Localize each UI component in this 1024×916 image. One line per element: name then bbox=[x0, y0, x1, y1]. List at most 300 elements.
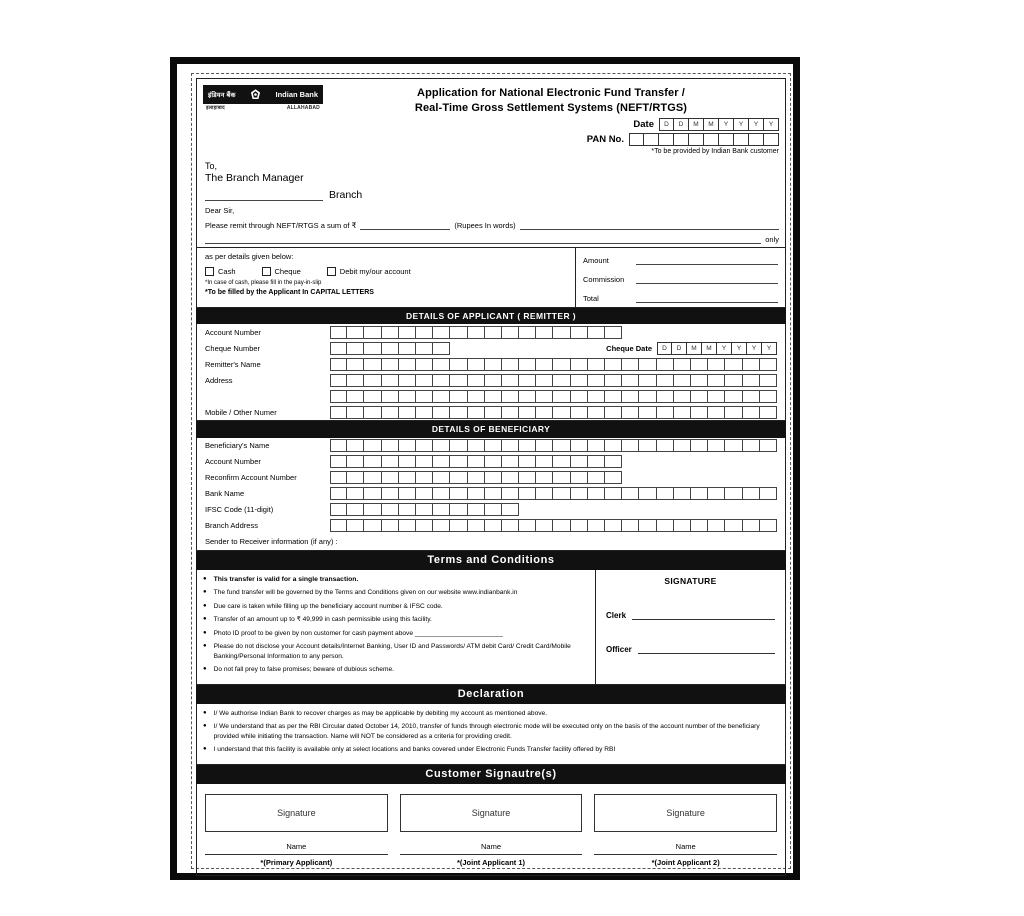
cell[interactable] bbox=[639, 439, 656, 452]
input-cells[interactable] bbox=[330, 342, 450, 355]
signature-box[interactable]: Signature bbox=[400, 794, 583, 832]
cell[interactable] bbox=[725, 487, 742, 500]
cell[interactable] bbox=[382, 374, 399, 387]
cell[interactable] bbox=[382, 455, 399, 468]
input-cells[interactable] bbox=[330, 503, 519, 516]
cell[interactable] bbox=[468, 455, 485, 468]
input-cells[interactable] bbox=[330, 358, 777, 371]
cell[interactable] bbox=[657, 390, 674, 403]
cell[interactable] bbox=[416, 471, 433, 484]
cell[interactable] bbox=[364, 503, 381, 516]
payment-option-2[interactable] bbox=[262, 267, 301, 276]
cell[interactable] bbox=[691, 519, 708, 532]
cell[interactable] bbox=[502, 487, 519, 500]
cell[interactable] bbox=[433, 455, 450, 468]
input-cells[interactable] bbox=[330, 374, 777, 387]
input-cells[interactable] bbox=[330, 406, 777, 419]
cell[interactable] bbox=[330, 455, 347, 468]
cell[interactable] bbox=[399, 326, 416, 339]
cell[interactable] bbox=[485, 519, 502, 532]
cell[interactable] bbox=[347, 326, 364, 339]
cell[interactable] bbox=[416, 326, 433, 339]
payment-option-3[interactable] bbox=[327, 267, 411, 276]
cell[interactable] bbox=[605, 326, 622, 339]
cell[interactable] bbox=[364, 342, 381, 355]
cell[interactable] bbox=[382, 487, 399, 500]
cell[interactable] bbox=[588, 519, 605, 532]
payment-option-1[interactable] bbox=[205, 267, 236, 276]
cell[interactable] bbox=[725, 390, 742, 403]
cell[interactable]: M bbox=[687, 342, 702, 355]
cell[interactable] bbox=[382, 390, 399, 403]
commission-input[interactable] bbox=[636, 272, 778, 284]
cell[interactable] bbox=[450, 519, 467, 532]
cell[interactable]: Y bbox=[764, 118, 779, 131]
cell[interactable] bbox=[743, 519, 760, 532]
cell[interactable] bbox=[502, 358, 519, 371]
cell[interactable] bbox=[330, 503, 347, 516]
cell[interactable] bbox=[571, 487, 588, 500]
cell[interactable] bbox=[553, 358, 570, 371]
cell[interactable] bbox=[382, 342, 399, 355]
officer-signature-line[interactable] bbox=[638, 644, 775, 654]
input-cells[interactable] bbox=[330, 326, 622, 339]
cell[interactable]: M bbox=[702, 342, 717, 355]
cell[interactable] bbox=[450, 390, 467, 403]
cell[interactable] bbox=[382, 406, 399, 419]
cell[interactable] bbox=[468, 439, 485, 452]
cell[interactable] bbox=[347, 439, 364, 452]
cell[interactable] bbox=[605, 455, 622, 468]
cell[interactable] bbox=[330, 519, 347, 532]
cell[interactable] bbox=[330, 471, 347, 484]
cell[interactable] bbox=[382, 471, 399, 484]
cell[interactable] bbox=[485, 358, 502, 371]
cell[interactable] bbox=[433, 471, 450, 484]
cell[interactable] bbox=[725, 374, 742, 387]
cell[interactable] bbox=[760, 439, 777, 452]
cell[interactable] bbox=[571, 326, 588, 339]
cell[interactable] bbox=[657, 406, 674, 419]
cell[interactable] bbox=[764, 133, 779, 146]
date-input-cells[interactable] bbox=[659, 118, 779, 131]
cell[interactable] bbox=[674, 374, 691, 387]
cell[interactable]: D bbox=[672, 342, 687, 355]
cell[interactable] bbox=[416, 390, 433, 403]
cell[interactable] bbox=[536, 358, 553, 371]
cell[interactable] bbox=[450, 455, 467, 468]
cell[interactable] bbox=[536, 439, 553, 452]
cell[interactable] bbox=[364, 326, 381, 339]
cell[interactable] bbox=[468, 358, 485, 371]
cell[interactable] bbox=[605, 439, 622, 452]
cell[interactable] bbox=[347, 358, 364, 371]
cell[interactable] bbox=[622, 358, 639, 371]
cell[interactable] bbox=[588, 374, 605, 387]
cell[interactable] bbox=[571, 471, 588, 484]
cell[interactable] bbox=[674, 358, 691, 371]
cell[interactable] bbox=[691, 358, 708, 371]
cell[interactable] bbox=[708, 487, 725, 500]
cell[interactable] bbox=[760, 406, 777, 419]
cell[interactable] bbox=[553, 455, 570, 468]
cell[interactable] bbox=[433, 326, 450, 339]
cell[interactable] bbox=[708, 439, 725, 452]
cell[interactable] bbox=[622, 406, 639, 419]
cell[interactable] bbox=[571, 455, 588, 468]
cell[interactable] bbox=[708, 390, 725, 403]
cell[interactable] bbox=[364, 439, 381, 452]
cell[interactable] bbox=[588, 455, 605, 468]
cell[interactable] bbox=[433, 390, 450, 403]
cell[interactable] bbox=[536, 487, 553, 500]
cell[interactable] bbox=[629, 133, 644, 146]
cell[interactable] bbox=[485, 326, 502, 339]
cheque-date-cells[interactable] bbox=[657, 342, 777, 355]
cell[interactable] bbox=[364, 455, 381, 468]
cell[interactable]: Y bbox=[762, 342, 777, 355]
input-cells[interactable] bbox=[330, 390, 777, 403]
cell[interactable] bbox=[588, 390, 605, 403]
cell[interactable] bbox=[571, 406, 588, 419]
cell[interactable] bbox=[468, 487, 485, 500]
cell[interactable] bbox=[364, 487, 381, 500]
name-input-line[interactable] bbox=[594, 854, 777, 855]
cell[interactable] bbox=[605, 487, 622, 500]
cell[interactable] bbox=[485, 471, 502, 484]
cell[interactable] bbox=[347, 342, 364, 355]
cell[interactable] bbox=[553, 519, 570, 532]
cell[interactable] bbox=[674, 390, 691, 403]
cell[interactable] bbox=[657, 519, 674, 532]
cell[interactable] bbox=[639, 358, 656, 371]
cell[interactable] bbox=[725, 406, 742, 419]
cell[interactable] bbox=[536, 374, 553, 387]
cell[interactable] bbox=[399, 487, 416, 500]
cell[interactable] bbox=[553, 487, 570, 500]
cell[interactable] bbox=[364, 374, 381, 387]
cell[interactable]: Y bbox=[747, 342, 762, 355]
cell[interactable] bbox=[382, 439, 399, 452]
cell[interactable] bbox=[399, 455, 416, 468]
cell[interactable] bbox=[416, 342, 433, 355]
cell[interactable] bbox=[760, 519, 777, 532]
cell[interactable] bbox=[347, 455, 364, 468]
signature-box[interactable]: Signature bbox=[205, 794, 388, 832]
cell[interactable] bbox=[743, 487, 760, 500]
cell[interactable] bbox=[536, 519, 553, 532]
cell[interactable] bbox=[725, 358, 742, 371]
cell[interactable] bbox=[691, 487, 708, 500]
cell[interactable] bbox=[704, 133, 719, 146]
cell[interactable] bbox=[725, 439, 742, 452]
cell[interactable] bbox=[553, 439, 570, 452]
cell[interactable] bbox=[433, 406, 450, 419]
cell[interactable] bbox=[399, 342, 416, 355]
cell[interactable] bbox=[433, 519, 450, 532]
cell[interactable] bbox=[330, 487, 347, 500]
cell[interactable] bbox=[330, 326, 347, 339]
cell[interactable]: M bbox=[689, 118, 704, 131]
cell[interactable] bbox=[347, 471, 364, 484]
cell[interactable] bbox=[485, 439, 502, 452]
cell[interactable] bbox=[622, 439, 639, 452]
cell[interactable] bbox=[674, 519, 691, 532]
cell[interactable] bbox=[743, 439, 760, 452]
cell[interactable] bbox=[760, 487, 777, 500]
cell[interactable]: Y bbox=[734, 118, 749, 131]
cell[interactable] bbox=[749, 133, 764, 146]
total-input[interactable] bbox=[636, 291, 778, 303]
cell[interactable] bbox=[588, 326, 605, 339]
cell[interactable] bbox=[450, 358, 467, 371]
cell[interactable] bbox=[708, 519, 725, 532]
cell[interactable] bbox=[450, 503, 467, 516]
cell[interactable] bbox=[588, 487, 605, 500]
cell[interactable] bbox=[347, 390, 364, 403]
cell[interactable] bbox=[571, 390, 588, 403]
cell[interactable] bbox=[639, 406, 656, 419]
cell[interactable] bbox=[605, 406, 622, 419]
cell[interactable] bbox=[416, 519, 433, 532]
cell[interactable] bbox=[553, 406, 570, 419]
cell[interactable] bbox=[485, 487, 502, 500]
cell[interactable] bbox=[657, 358, 674, 371]
cell[interactable] bbox=[416, 487, 433, 500]
cell[interactable] bbox=[644, 133, 659, 146]
cell[interactable] bbox=[760, 390, 777, 403]
cell[interactable] bbox=[743, 390, 760, 403]
cell[interactable] bbox=[502, 519, 519, 532]
cell[interactable]: D bbox=[659, 118, 674, 131]
cell[interactable] bbox=[347, 487, 364, 500]
cell[interactable] bbox=[553, 326, 570, 339]
cell[interactable] bbox=[536, 390, 553, 403]
remit-amount-input[interactable] bbox=[360, 218, 450, 230]
cell[interactable] bbox=[433, 503, 450, 516]
cell[interactable] bbox=[743, 358, 760, 371]
cell[interactable] bbox=[416, 455, 433, 468]
cell[interactable] bbox=[433, 358, 450, 371]
cell[interactable] bbox=[485, 390, 502, 403]
cell[interactable] bbox=[553, 471, 570, 484]
cell[interactable] bbox=[416, 406, 433, 419]
cell[interactable] bbox=[553, 390, 570, 403]
cell[interactable] bbox=[657, 487, 674, 500]
cell[interactable] bbox=[519, 326, 536, 339]
cell[interactable] bbox=[725, 519, 742, 532]
cell[interactable] bbox=[485, 503, 502, 516]
cell[interactable] bbox=[708, 406, 725, 419]
cell[interactable] bbox=[639, 487, 656, 500]
input-cells[interactable] bbox=[330, 439, 777, 452]
cell[interactable] bbox=[502, 326, 519, 339]
cell[interactable] bbox=[468, 503, 485, 516]
cell[interactable] bbox=[399, 374, 416, 387]
cell[interactable] bbox=[382, 358, 399, 371]
cell[interactable] bbox=[743, 406, 760, 419]
cell[interactable] bbox=[399, 390, 416, 403]
cell[interactable] bbox=[588, 358, 605, 371]
cell[interactable] bbox=[399, 519, 416, 532]
cell[interactable] bbox=[519, 358, 536, 371]
cell[interactable] bbox=[450, 471, 467, 484]
cell[interactable] bbox=[433, 439, 450, 452]
cell[interactable] bbox=[719, 133, 734, 146]
cell[interactable] bbox=[674, 487, 691, 500]
cell[interactable] bbox=[691, 390, 708, 403]
cell[interactable] bbox=[502, 455, 519, 468]
cell[interactable] bbox=[571, 358, 588, 371]
cell[interactable] bbox=[502, 374, 519, 387]
cell[interactable] bbox=[347, 374, 364, 387]
signature-box[interactable]: Signature bbox=[594, 794, 777, 832]
cell[interactable] bbox=[743, 374, 760, 387]
cell[interactable] bbox=[468, 326, 485, 339]
cell[interactable] bbox=[450, 406, 467, 419]
cell[interactable] bbox=[347, 406, 364, 419]
cell[interactable] bbox=[468, 390, 485, 403]
cell[interactable]: D bbox=[657, 342, 672, 355]
cell[interactable] bbox=[674, 406, 691, 419]
cell[interactable] bbox=[364, 471, 381, 484]
cell[interactable] bbox=[399, 358, 416, 371]
cell[interactable] bbox=[605, 471, 622, 484]
cell[interactable] bbox=[433, 342, 450, 355]
pan-input-cells[interactable] bbox=[629, 133, 779, 146]
cell[interactable] bbox=[330, 342, 347, 355]
cell[interactable] bbox=[519, 487, 536, 500]
cell[interactable] bbox=[622, 519, 639, 532]
cell[interactable]: Y bbox=[749, 118, 764, 131]
cell[interactable] bbox=[450, 326, 467, 339]
checkbox-icon[interactable] bbox=[205, 267, 214, 276]
cell[interactable] bbox=[468, 471, 485, 484]
cell[interactable] bbox=[364, 519, 381, 532]
cell[interactable] bbox=[605, 519, 622, 532]
branch-name-input[interactable] bbox=[205, 189, 323, 201]
cell[interactable]: Y bbox=[732, 342, 747, 355]
cell[interactable] bbox=[416, 503, 433, 516]
cell[interactable] bbox=[468, 519, 485, 532]
cell[interactable]: M bbox=[704, 118, 719, 131]
cell[interactable] bbox=[536, 406, 553, 419]
cell[interactable] bbox=[330, 406, 347, 419]
cell[interactable] bbox=[485, 374, 502, 387]
cell[interactable] bbox=[588, 406, 605, 419]
input-cells[interactable] bbox=[330, 471, 622, 484]
cell[interactable] bbox=[553, 374, 570, 387]
cell[interactable] bbox=[347, 519, 364, 532]
cell[interactable] bbox=[536, 471, 553, 484]
input-cells[interactable] bbox=[330, 455, 622, 468]
cell[interactable] bbox=[450, 374, 467, 387]
name-input-line[interactable] bbox=[205, 854, 388, 855]
cell[interactable] bbox=[691, 439, 708, 452]
cell[interactable] bbox=[708, 374, 725, 387]
cell[interactable] bbox=[639, 519, 656, 532]
cell[interactable] bbox=[519, 471, 536, 484]
cell[interactable] bbox=[468, 406, 485, 419]
cell[interactable] bbox=[433, 374, 450, 387]
cell[interactable] bbox=[657, 439, 674, 452]
cell[interactable] bbox=[485, 455, 502, 468]
cell[interactable] bbox=[330, 374, 347, 387]
cell[interactable] bbox=[485, 406, 502, 419]
cell[interactable] bbox=[502, 406, 519, 419]
cell[interactable] bbox=[450, 487, 467, 500]
cell[interactable] bbox=[760, 374, 777, 387]
cell[interactable] bbox=[536, 326, 553, 339]
cell[interactable] bbox=[519, 439, 536, 452]
cell[interactable] bbox=[399, 439, 416, 452]
cell[interactable] bbox=[416, 374, 433, 387]
cell[interactable] bbox=[605, 390, 622, 403]
cell[interactable] bbox=[519, 390, 536, 403]
cell[interactable] bbox=[399, 503, 416, 516]
cell[interactable] bbox=[571, 519, 588, 532]
cell[interactable] bbox=[416, 358, 433, 371]
input-cells[interactable] bbox=[330, 519, 777, 532]
cell[interactable] bbox=[689, 133, 704, 146]
cell[interactable] bbox=[760, 358, 777, 371]
cell[interactable] bbox=[734, 133, 749, 146]
cell[interactable] bbox=[519, 519, 536, 532]
cell[interactable] bbox=[519, 374, 536, 387]
cell[interactable] bbox=[502, 471, 519, 484]
cell[interactable] bbox=[622, 487, 639, 500]
cell[interactable] bbox=[691, 374, 708, 387]
cell[interactable] bbox=[502, 439, 519, 452]
name-input-line[interactable] bbox=[400, 854, 583, 855]
cell[interactable] bbox=[691, 406, 708, 419]
cell[interactable] bbox=[657, 374, 674, 387]
cell[interactable] bbox=[674, 133, 689, 146]
cell[interactable] bbox=[450, 439, 467, 452]
cell[interactable] bbox=[622, 390, 639, 403]
clerk-signature-line[interactable] bbox=[632, 610, 775, 620]
cell[interactable] bbox=[382, 503, 399, 516]
cell[interactable] bbox=[708, 358, 725, 371]
rupees-in-words-input[interactable] bbox=[520, 218, 779, 230]
cell[interactable] bbox=[605, 374, 622, 387]
cell[interactable] bbox=[571, 374, 588, 387]
cell[interactable] bbox=[433, 487, 450, 500]
cell[interactable] bbox=[659, 133, 674, 146]
cell[interactable] bbox=[605, 358, 622, 371]
cell[interactable] bbox=[364, 358, 381, 371]
cell[interactable] bbox=[416, 439, 433, 452]
checkbox-icon[interactable] bbox=[262, 267, 271, 276]
cell[interactable] bbox=[399, 406, 416, 419]
cell[interactable] bbox=[639, 374, 656, 387]
cell[interactable] bbox=[622, 374, 639, 387]
cell[interactable] bbox=[502, 503, 519, 516]
cell[interactable] bbox=[588, 439, 605, 452]
cell[interactable] bbox=[468, 374, 485, 387]
cell[interactable] bbox=[330, 358, 347, 371]
cell[interactable] bbox=[674, 439, 691, 452]
cell[interactable] bbox=[536, 455, 553, 468]
cell[interactable] bbox=[382, 326, 399, 339]
cell[interactable] bbox=[571, 439, 588, 452]
amount-input[interactable] bbox=[636, 253, 778, 265]
cell[interactable] bbox=[639, 390, 656, 403]
cell[interactable]: D bbox=[674, 118, 689, 131]
input-cells[interactable] bbox=[330, 487, 777, 500]
rupees-in-words-input-2[interactable] bbox=[205, 232, 761, 244]
cell[interactable]: Y bbox=[717, 342, 732, 355]
